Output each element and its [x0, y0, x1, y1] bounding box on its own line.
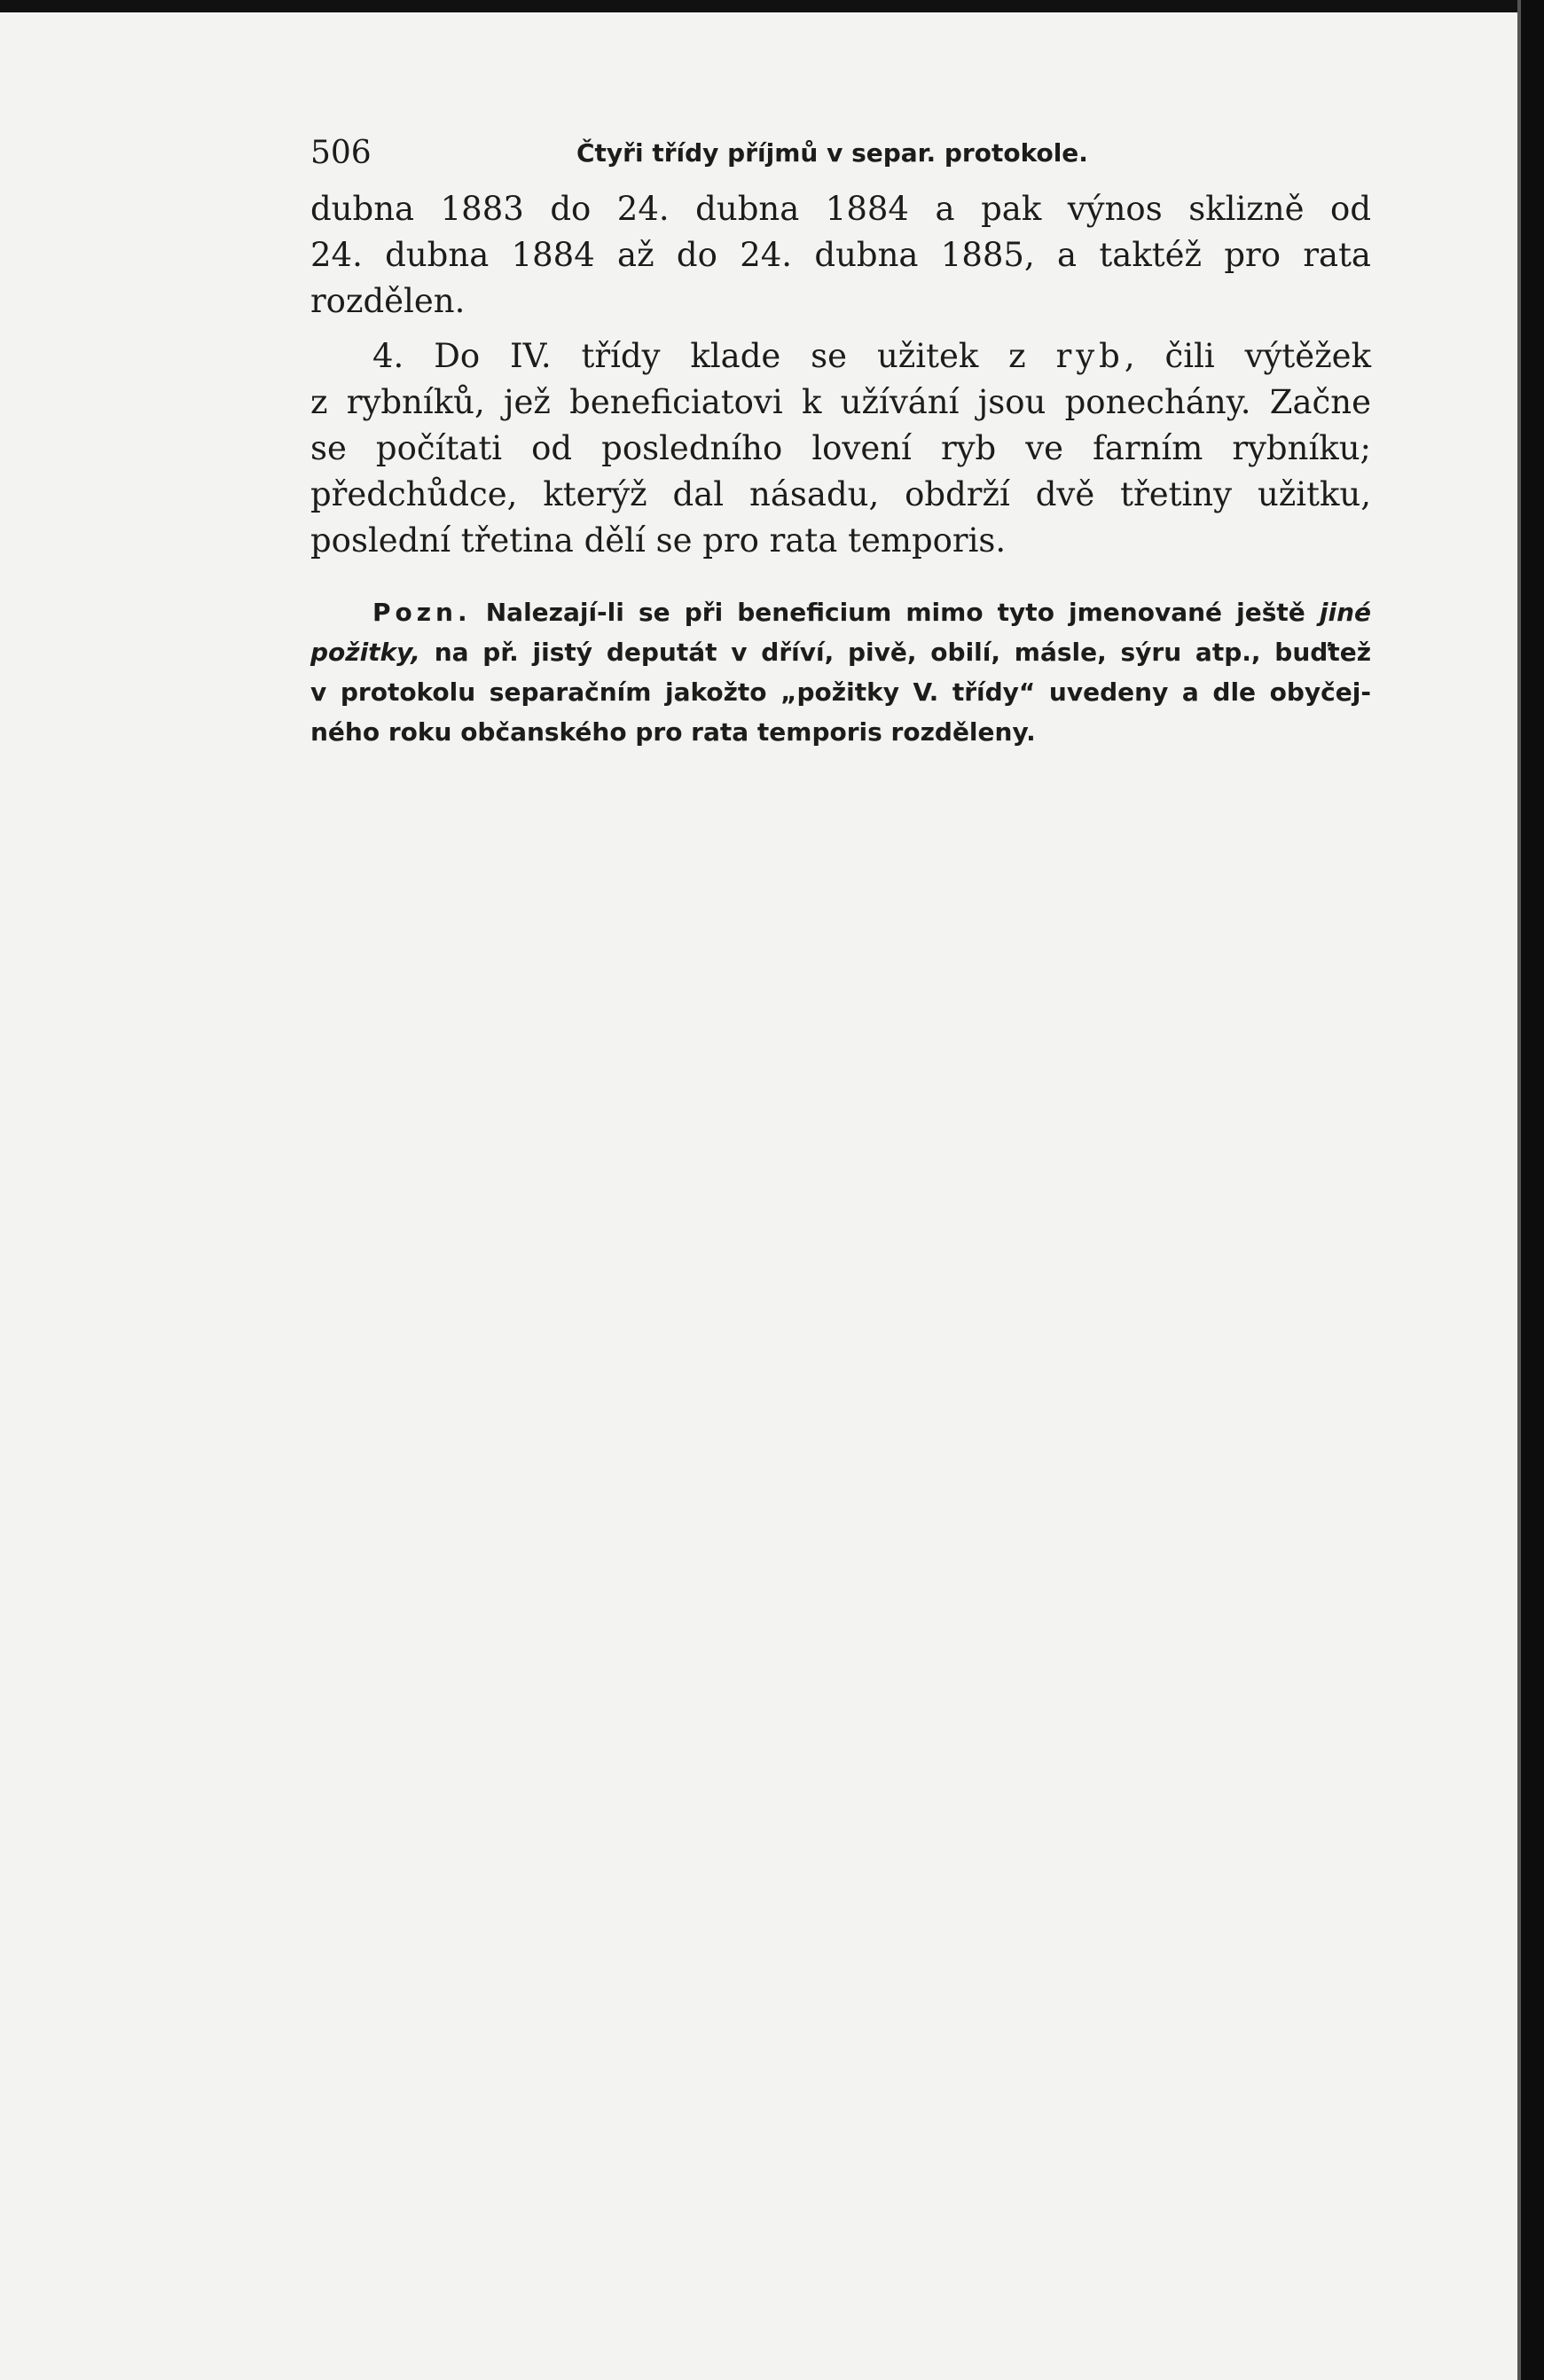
note-line-3: v protokolu separačním jakožto „požitky V. třídy“ uvedeny a dle obyčej- — [310, 677, 1371, 707]
running-head: Čtyři třídy příjmů v separ. protokole. — [576, 138, 1088, 168]
body-text — [310, 186, 1371, 564]
footnote — [310, 592, 1371, 752]
body-line-5: z rybníků, jež beneficiatovi k užívání jsou ponechány. Začne — [310, 383, 1371, 421]
scan-edge-top — [0, 0, 1544, 12]
note-line-2-text: na př. jistý deputát v dříví, pivě, obilí, másle, sýru atp., buďtež — [434, 638, 1371, 667]
body-line-1: dubna 1883 do 24. dubna 1884 a pak výnos sklizně od — [310, 190, 1371, 228]
note-line-2-italic: požitky, — [310, 638, 420, 667]
body-line-8: poslední třetina dělí se pro rata temporis. — [310, 521, 1007, 560]
page-number: 506 — [310, 135, 372, 171]
body-line-4-end: , čili výtěžek — [1124, 337, 1372, 375]
note-line-1-text: Nalezají-li se při beneficium mimo tyto jmenované ještě — [485, 598, 1305, 627]
note-line-1 — [310, 592, 1371, 632]
note-line-2 — [310, 632, 1371, 672]
note-label: Pozn. — [372, 598, 472, 627]
paragraph-gap — [310, 325, 1371, 333]
scan-edge-right — [1521, 0, 1544, 2380]
body-line-2: 24. dubna 1884 až do 24. dubna 1885, a taktéž pro rata — [310, 236, 1371, 274]
body-line-7: předchůdce, kterýž dal násadu, obdrží dvě třetiny užitku, — [310, 475, 1371, 513]
page-header — [310, 131, 1375, 176]
note-line-1-italic: jiné — [1319, 598, 1372, 627]
body-line-3: rozdělen. — [310, 282, 466, 320]
body-line-6: se počítati od posledního lovení ryb ve farním rybníku; — [310, 429, 1371, 467]
spaced-word: ryb — [1055, 337, 1125, 375]
body-line-4 — [310, 333, 1371, 380]
body-line-4-start: 4. Do IV. třídy klade se užitek z — [372, 337, 1026, 375]
note-line-4: ného roku občanského pro rata temporis rozděleny. — [310, 717, 1036, 747]
